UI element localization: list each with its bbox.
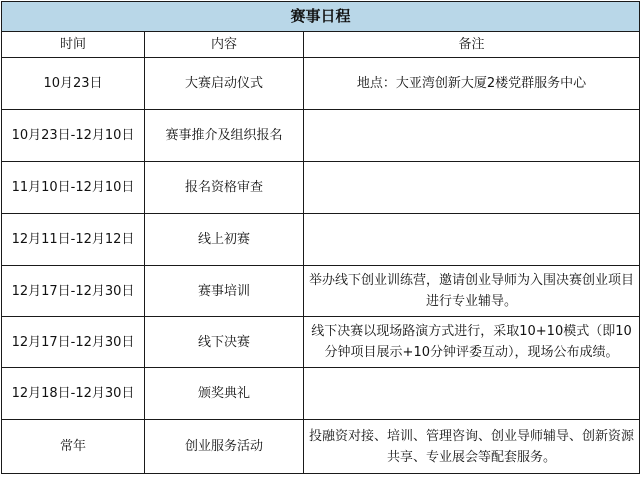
table-row [2,214,640,266]
cell-content: 颁奖典礼 [145,368,304,420]
cell-time: 10月23日-12月10日 [2,110,145,162]
header-row [2,32,640,58]
cell-content: 线下决赛 [145,317,304,368]
table-row [2,162,640,214]
table-row [2,420,640,474]
title-row [2,2,640,32]
cell-note [304,368,640,420]
cell-time: 10月23日 [2,58,145,110]
cell-content: 创业服务活动 [145,420,304,474]
cell-time: 11月10日-12月10日 [2,162,145,214]
cell-time: 12月17日-12月30日 [2,266,145,317]
schedule-table [1,1,640,474]
header-note: 备注 [304,32,640,58]
cell-note: 投融资对接、培训、管理咨询、创业导师辅导、创新资源共享、专业展会等配套服务。 [304,420,640,474]
header-content: 内容 [145,32,304,58]
cell-content: 赛事培训 [145,266,304,317]
cell-note: 举办线下创业训练营，邀请创业导师为入围决赛创业项目进行专业辅导。 [304,266,640,317]
cell-time: 12月11日-12月12日 [2,214,145,266]
cell-note [304,214,640,266]
table-row [2,317,640,368]
cell-content: 报名资格审查 [145,162,304,214]
table-row [2,58,640,110]
table-row [2,266,640,317]
cell-note: 线下决赛以现场路演方式进行，采取10+10模式（即10分钟项目展示+10分钟评委互动），现场公布成绩。 [304,317,640,368]
cell-note [304,162,640,214]
cell-note: 地点：大亚湾创新大厦2楼党群服务中心 [304,58,640,110]
cell-time: 12月18日-12月30日 [2,368,145,420]
cell-content: 线上初赛 [145,214,304,266]
table-row [2,368,640,420]
cell-time: 12月17日-12月30日 [2,317,145,368]
cell-note [304,110,640,162]
cell-content: 大赛启动仪式 [145,58,304,110]
header-time: 时间 [2,32,145,58]
cell-time: 常年 [2,420,145,474]
cell-content: 赛事推介及组织报名 [145,110,304,162]
table-row [2,110,640,162]
table-title: 赛事日程 [2,2,640,32]
